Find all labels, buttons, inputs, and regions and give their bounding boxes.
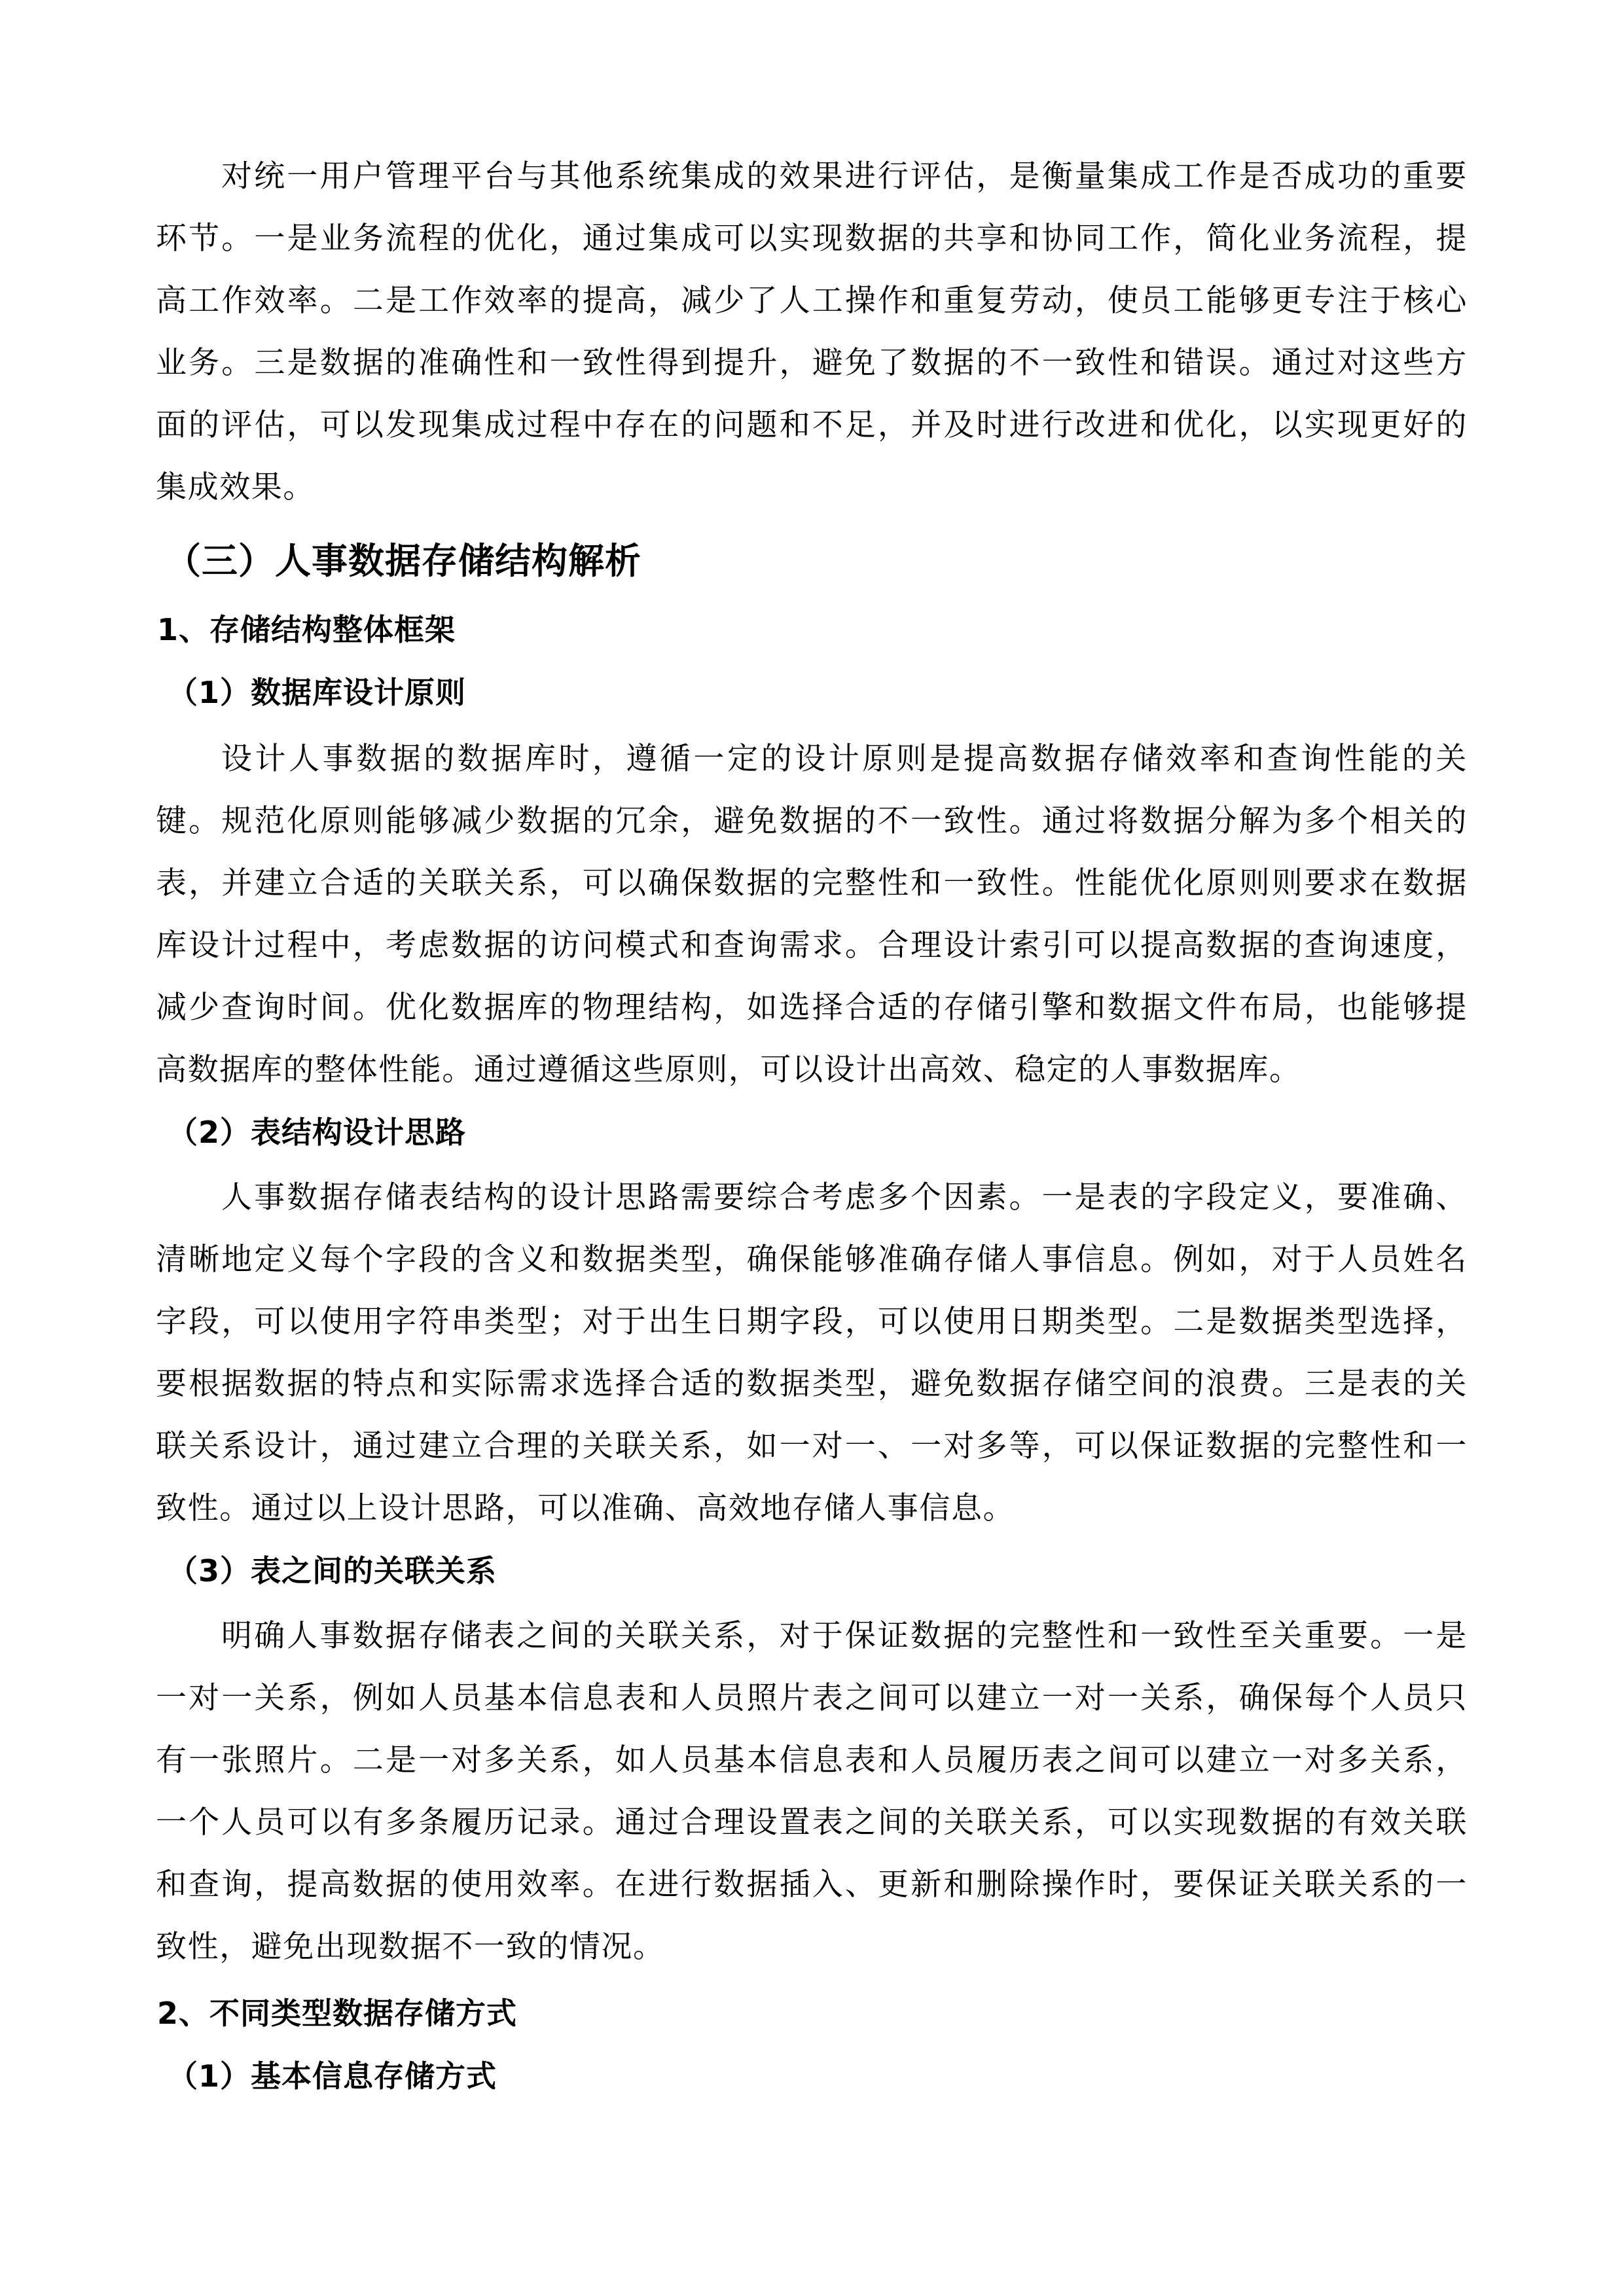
paragraph-line: 一对一关系，例如人员基本信息表和人员照片表之间可以建立一对一关系，确保每个人员只 — [156, 1680, 1468, 1716]
paragraph-line: 人事数据存储表结构的设计思路需要综合考虑多个因素。一是表的字段定义，要准确、 — [221, 1179, 1468, 1215]
paragraph-line: 对统一用户管理平台与其他系统集成的效果进行评估，是衡量集成工作是否成功的重要 — [221, 158, 1468, 194]
paragraph-line: 清晰地定义每个字段的含义和数据类型，确保能够准确存储人事信息。例如，对于人员姓名 — [156, 1242, 1468, 1278]
subheading-data-storage-methods: 2、不同类型数据存储方式 — [157, 1996, 518, 2031]
paragraph-line: 高工作效率。二是工作效率的提高，减少了人工操作和重复劳动，使员工能够更专注于核心 — [156, 283, 1468, 319]
paragraph-line: 设计人事数据的数据库时，遵循一定的设计原则是提高数据存储效率和查询性能的关 — [221, 741, 1468, 777]
paragraph-line: 要根据数据的特点和实际需求选择合适的数据类型，避免数据存储空间的浪费。三是表的关 — [156, 1366, 1468, 1402]
paragraph-line: 减少查询时间。优化数据库的物理结构，如选择合适的存储引擎和数据文件布局，也能够提 — [156, 990, 1468, 1026]
paragraph-line: 环节。一是业务流程的优化，通过集成可以实现数据的共享和协同工作，简化业务流程，提 — [156, 221, 1468, 257]
subheading-table-relationships: （3）表之间的关联关系 — [168, 1553, 497, 1588]
paragraph-line: 表，并建立合适的关联关系，可以确保数据的完整性和一致性。性能优化原则则要求在数据 — [156, 865, 1468, 901]
paragraph-line: 高数据库的整体性能。通过遵循这些原则，可以设计出高效、稳定的人事数据库。 — [156, 1052, 1301, 1088]
subheading-table-structure-design: （2）表结构设计思路 — [168, 1115, 467, 1150]
subheading-basic-info-storage: （1）基本信息存储方式 — [168, 2058, 497, 2094]
paragraph-line: 联关系设计，通过建立合理的关联关系，如一对一、一对多等，可以保证数据的完整性和一 — [156, 1428, 1468, 1464]
paragraph-line: 致性。通过以上设计思路，可以准确、高效地存储人事信息。 — [156, 1490, 1015, 1526]
paragraph-line: 明确人事数据存储表之间的关联关系，对于保证数据的完整性和一致性至关重要。一是 — [221, 1618, 1468, 1654]
paragraph-line: 集成效果。 — [156, 469, 315, 505]
paragraph-line: 面的评估，可以发现集成过程中存在的问题和不足，并及时进行改进和优化，以实现更好的 — [156, 407, 1468, 443]
paragraph-line: 键。规范化原则能够减少数据的冗余，避免数据的不一致性。通过将数据分解为多个相关的 — [156, 803, 1468, 839]
paragraph-line: 致性，避免出现数据不一致的情况。 — [156, 1929, 665, 1965]
paragraph-line: 和查询，提高数据的使用效率。在进行数据插入、更新和删除操作时，要保证关联关系的一 — [156, 1867, 1468, 1903]
subheading-storage-framework: 1、存储结构整体框架 — [157, 612, 456, 647]
paragraph-line: 业务。三是数据的准确性和一致性得到提升，避免了数据的不一致性和错误。通过对这些方 — [156, 345, 1468, 381]
section-heading: （三）人事数据存储结构解析 — [165, 540, 642, 582]
subheading-database-design-principles: （1）数据库设计原则 — [168, 675, 467, 710]
paragraph-line: 库设计过程中，考虑数据的访问模式和查询需求。合理设计索引可以提高数据的查询速度， — [156, 927, 1468, 963]
paragraph-line: 一个人员可以有多条履历记录。通过合理设置表之间的关联关系，可以实现数据的有效关联 — [156, 1804, 1468, 1840]
paragraph-line: 有一张照片。二是一对多关系，如人员基本信息表和人员履历表之间可以建立一对多关系， — [156, 1742, 1468, 1778]
paragraph-line: 字段，可以使用字符串类型；对于出生日期字段，可以使用日期类型。二是数据类型选择， — [156, 1304, 1468, 1340]
